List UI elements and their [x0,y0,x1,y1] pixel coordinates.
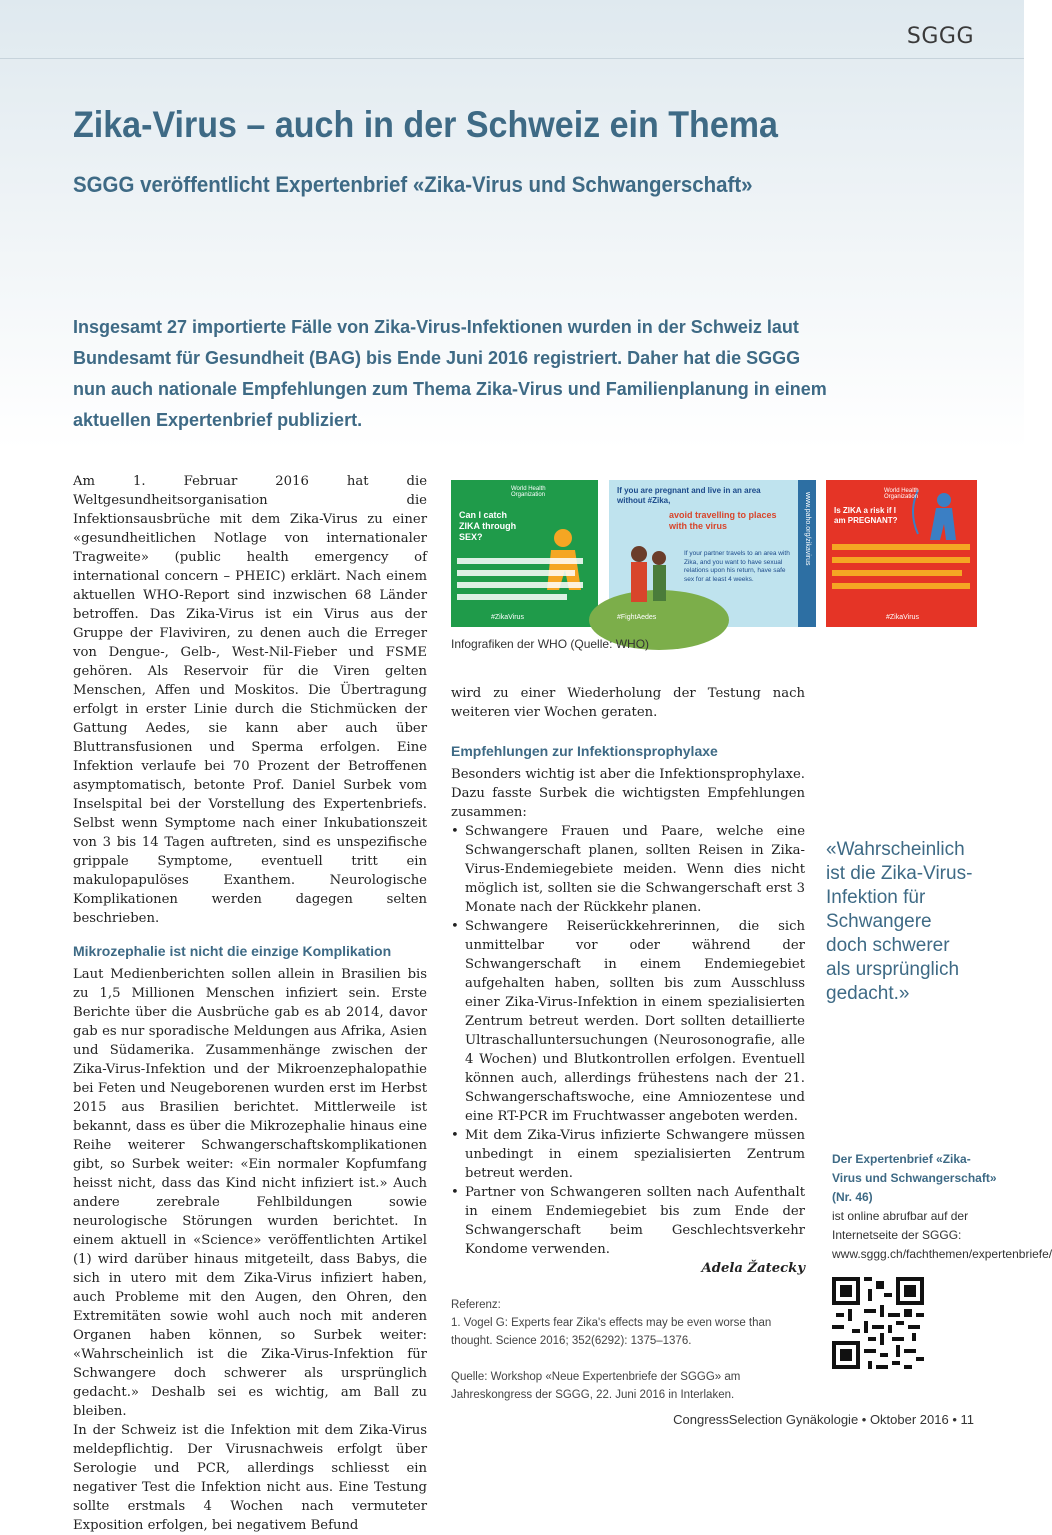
recommendation-list [451,822,805,1259]
sidebar-box [832,1150,1052,1264]
infographic-blue-url: www.paho.org/zikavirus [804,492,811,566]
author: Adela Žatecky [701,1261,805,1276]
subheading: Mikrozephalie ist nicht die einzige Komplikation [73,943,392,959]
infographic-red-art [826,480,977,627]
list-item: • Schwangere Reiserückkehrerinnen, die sich unmittelbar vor oder während der Schwangerschaft in einem Endemiegebiet aufgehalten haben, sollten bis zum Ausschluss einer Zika-Virus-Infektion in einem spezialisierten Zentrum betreut werden. Dort sollten detaillierte Ultraschalluntersuchungen (Neurosonografie, alle 4 Wochen) und Blutkontrollen erfolgen. Eventuell können auch, allerdings frühestens nach der 21. Schwangerschaftswoche, eine Amniozentese und eine RT-PCR im Fruchtwasser angeboten werden. [451,917,805,1126]
infographic-green-art [451,480,598,627]
paragraph: Am 1. Februar 2016 hat die Weltgesundheitsorganisation die Infektionsausbrüche mit dem Zika-Virus zu einer «gesundheitlichen Notlage von internationaler Tragweite» (public health emergency of international concern – PHEIC) erklärt. Nach einem aktuellen WHO-Report sind inzwischen 68 Länder betroffen. Das Zika-Virus ist ein Virus aus der Gruppe der Flaviviren, zu denen auch die Erreger von Dengue-, Gelb-, West-Nil-Fieber und FSME gehören. Als Reservoir für die Viren gelten Menschen, Affen und Moskitos. Die Übertragung erfolgt in erster Linie durch die Stichmücken der Gattung Aedes, sie kann aber auch über Bluttransfusionen und Sperma erfolgen. Eine Infektion verlaufe bei 70 Prozent der Betroffenen asymptomatisch, betonte Prof. Daniel Surbek vom Inselspital bei der Vorstellung des Expertenbriefs. Selbst wenn Symptome nach einer Inkubationszeit von 3 bis 14 Tagen auftreten, sind es unspezifische grippale Symptome, eventuell tritt ein makulopapulöses Exanthem. Neurologische Komplikationen werden dagegen selten beschrieben. [73,474,427,926]
infographic-blue-tag: #FightAedes [617,614,657,621]
page-footer: CongressSelection Gynäkologie • Oktober 2016 • 11 [673,1412,974,1427]
infographic-blue [609,480,816,627]
pull-quote: «Wahrscheinlich ist die Zika-Virus-Infektion für Schwangere doch schwerer als ursprünglich gedacht.» [826,839,973,1004]
list-item: • Partner von Schwangeren sollten nach Aufenthalt in einem Endemiegebiet bis zum Ende der Schwangerschaft beim Geschlechtsverkehr Kondome verwenden. [451,1183,805,1259]
source: Quelle: Workshop «Neue Expertenbriefe der SGGG» am Jahreskongress der SGGG, 22. Juni 2016 in Interlaken. [451,1371,741,1401]
sidebar-box-text: ist online abrufbar auf der Internetseite der SGGG: www.sggg.ch/fachthemen/expertenbriefe/ [832,1209,1052,1261]
list-item: • Schwangere Frauen und Paare, welche eine Schwangerschaft planen, sollten Reisen in Zika-Virus-Endemiegebiete meiden. Wenn dies nicht möglich ist, sollten sie die Schwangerschaft erst 3 Monate nach der Rückkehr planen. [451,822,805,917]
infographic-green-question: Can I catch ZIKA through SEX? [459,510,517,542]
infographic-blue-line1: If you are pregnant and live in an area without #Zika, [617,486,761,505]
paragraph: In der Schweiz ist die Infektion mit dem Zika-Virus meldepflichtig. Der Virusnachweis erfolgt über Serologie und PCR, allerdings schliesst ein negativer Test die Infektion nicht aus. Eine Testung sollte erstmals 4 Wochen nach vermuteter Exposition erfolgen, bei negativem Befund [73,1423,427,1533]
article-lead: Insgesamt 27 importierte Fälle von Zika-Virus-Infektionen wurden in der Schweiz laut Bundesamt für Gesundheit (BAG) bis Ende Juni 2016 registriert. Daher hat die SGGG nun auch nationale Empfehlungen zum Thema Zika-Virus und Familienplanung in einem aktuellen Expertenbrief publiziert. [73,317,827,430]
subheading: Empfehlungen zur Infektionsprophylaxe [451,743,718,759]
infographic-red [826,480,977,627]
infographic-green [451,480,598,627]
section-tag: SGGG [906,24,974,49]
reference-label: Referenz: [451,1299,501,1311]
infographic-red-question: Is ZIKA a risk if I am PREGNANT? [834,506,898,525]
body-column-1 [73,472,427,1535]
references [451,1296,805,1404]
who-infographics [451,480,977,627]
infographic-blue-line2: avoid travelling to places with the virus [669,510,777,531]
infographic-red-head: World Health Organization [884,488,919,500]
paragraph: wird zu einer Wiederholung der Testung nach weiteren vier Wochen geraten. [451,686,805,720]
figure-caption: Infografiken der WHO (Quelle: WHO) [451,637,650,651]
reference-item: 1. Vogel G: Experts fear Zika's effects may be even worse than thought. Science 2016; 352(6292): 1375–1376. [451,1317,772,1347]
body-column-2 [451,684,805,1404]
article-subtitle: SGGG veröffentlicht Expertenbrief «Zika-Virus und Schwangerschaft» [73,172,753,197]
qr-code [832,1277,924,1369]
paragraph: Besonders wichtig ist aber die Infektionsprophylaxe. Dazu fasste Surbek die wichtigsten Empfehlungen zusammen: [451,767,805,820]
sidebar-box-title: Der Expertenbrief «Zika-Virus und Schwangerschaft» (Nr. 46) [832,1152,997,1204]
paragraph: Laut Medienberichten sollen allein in Brasilien bis zu 1,5 Millionen Menschen infiziert sein. Erste Berichte über die Ausbrüche gab es ab 2014, davor gab es nur sporadische Meldungen aus Afrika, Asien und Südamerika. Zusammenhänge zwischen der Zika-Virus-Infektion und der Mikroenzephalopathie bei Feten und Neugeborenen wurden erst im Herbst 2015 aus Brasilien berichtet. Mittlerweile ist bekannt, dass es über die Mikrozephalie hinaus eine Reihe weiterer Schwangerschaftskomplikationen gibt, so Surbek weiter: «Ein normaler Kopfumfang heisst nicht, dass das Kind nicht infiziert ist.» Auch andere zerebrale Fehlbildungen sowie neurologische Störungen wurden berichtet. In einem aktuell in «Science» veröffentlichten Artikel (1) wird darüber hinaus mitgeteilt, dass Babys, die sich in utero mit dem Zika-Virus infiziert haben, auch Probleme mit den Augen, den Ohren, den Extremitäten sowie wohl auch noch mit anderen Organen haben können, so Surbek weiter: «Wahrscheinlich ist die Zika-Virus-Infektion für Schwangere doch schwerer als ursprünglich gedacht.» Deshalb sei es wichtig, am Ball zu bleiben. [73,967,427,1419]
infographic-red-tag: #ZikaVirus [886,614,919,621]
article-title: Zika-Virus – auch in der Schweiz ein Thema [73,104,778,145]
header-rule [0,58,1024,59]
list-item: • Mit dem Zika-Virus infizierte Schwangere müssen unbedingt in einem spezialisierten Zentrum betreut werden. [451,1126,805,1183]
infographic-green-head: World Health Organization [511,486,546,498]
infographic-blue-line3: If your partner travels to an area with Zika, and you want to have sexual relations upon his return, have safe sex for at least 4 weeks. [684,550,790,583]
infographic-green-tag: #ZikaVirus [491,614,524,621]
